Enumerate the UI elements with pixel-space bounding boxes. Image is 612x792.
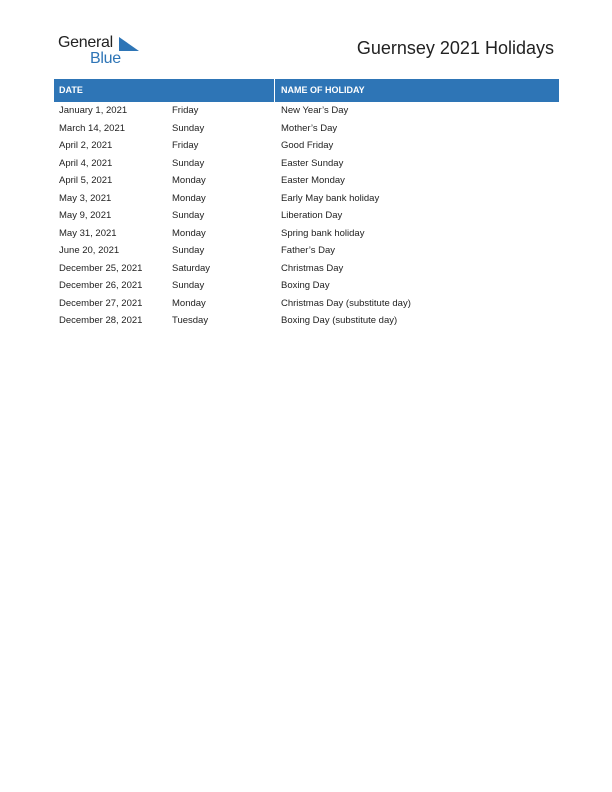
weekday-cell: Tuesday [172, 315, 209, 326]
table-row [54, 312, 559, 330]
holiday-name-cell: Good Friday [281, 140, 334, 151]
weekday-cell: Sunday [172, 210, 205, 221]
holiday-date-cell: April 4, 2021 [59, 157, 113, 169]
weekday-cell: Sunday [172, 122, 205, 134]
table-row [54, 172, 559, 190]
table-header-row [54, 79, 559, 102]
holiday-date-cell: May 31, 2021 [59, 227, 117, 239]
table-row [54, 242, 559, 260]
table-row [54, 155, 559, 173]
table-row [54, 277, 559, 295]
holiday-name-cell: Early May bank holiday [281, 192, 380, 204]
holiday-date-cell: April 2, 2021 [59, 140, 113, 151]
holiday-name-cell: Boxing Day (substitute day) [281, 315, 398, 326]
weekday-cell: Monday [172, 192, 206, 204]
holiday-name-cell: Spring bank holiday [281, 227, 365, 239]
table-row [54, 295, 559, 313]
column-header-date: DATE [54, 79, 275, 102]
weekday-cell: Sunday [172, 280, 205, 291]
holiday-date-cell: December 26, 2021 [59, 280, 143, 291]
holiday-name-cell: Christmas Day [281, 262, 344, 274]
table-body [54, 102, 559, 330]
table-row [54, 207, 559, 225]
holiday-date-cell: June 20, 2021 [59, 245, 120, 256]
table-row [54, 102, 559, 120]
page-title: Guernsey 2021 Holidays [356, 38, 554, 58]
table-row [54, 225, 559, 243]
weekday-cell: Monday [172, 297, 206, 309]
holidays-table [54, 79, 559, 330]
holiday-date-cell: May 3, 2021 [59, 192, 112, 204]
weekday-cell: Sunday [172, 245, 205, 256]
weekday-cell: Friday [172, 140, 199, 151]
weekday-cell: Monday [172, 227, 206, 239]
weekday-cell: Sunday [172, 157, 205, 169]
table-row [54, 190, 559, 208]
holiday-name-cell: Liberation Day [281, 210, 343, 221]
holiday-date-cell: April 5, 2021 [59, 175, 113, 186]
holiday-date-cell: May 9, 2021 [59, 210, 112, 221]
holiday-name-cell: Easter Sunday [281, 157, 344, 169]
holiday-name-cell: New Year’s Day [281, 105, 349, 116]
holiday-date-cell: March 14, 2021 [59, 122, 126, 134]
holiday-name-cell: Boxing Day [281, 280, 330, 291]
holiday-name-cell: Father’s Day [281, 245, 336, 256]
holiday-date-cell: January 1, 2021 [59, 105, 128, 116]
logo-text-general: General [58, 34, 113, 51]
holiday-name-cell: Mother’s Day [281, 122, 338, 134]
table-row [54, 137, 559, 155]
holiday-name-cell: Christmas Day (substitute day) [281, 297, 411, 309]
holiday-date-cell: December 27, 2021 [59, 297, 143, 309]
table-row [54, 260, 559, 278]
table-row [54, 120, 559, 138]
weekday-cell: Saturday [172, 262, 211, 274]
holiday-name-cell: Easter Monday [281, 175, 345, 186]
logo-text-blue: Blue [90, 50, 121, 67]
logo-triangle-icon [119, 37, 139, 51]
column-header-holiday-name: NAME OF HOLIDAY [281, 85, 365, 95]
weekday-cell: Friday [172, 105, 199, 116]
generalblue-logo [58, 34, 148, 70]
holiday-date-cell: December 28, 2021 [59, 315, 143, 326]
holiday-date-cell: December 25, 2021 [59, 262, 143, 274]
weekday-cell: Monday [172, 175, 206, 186]
